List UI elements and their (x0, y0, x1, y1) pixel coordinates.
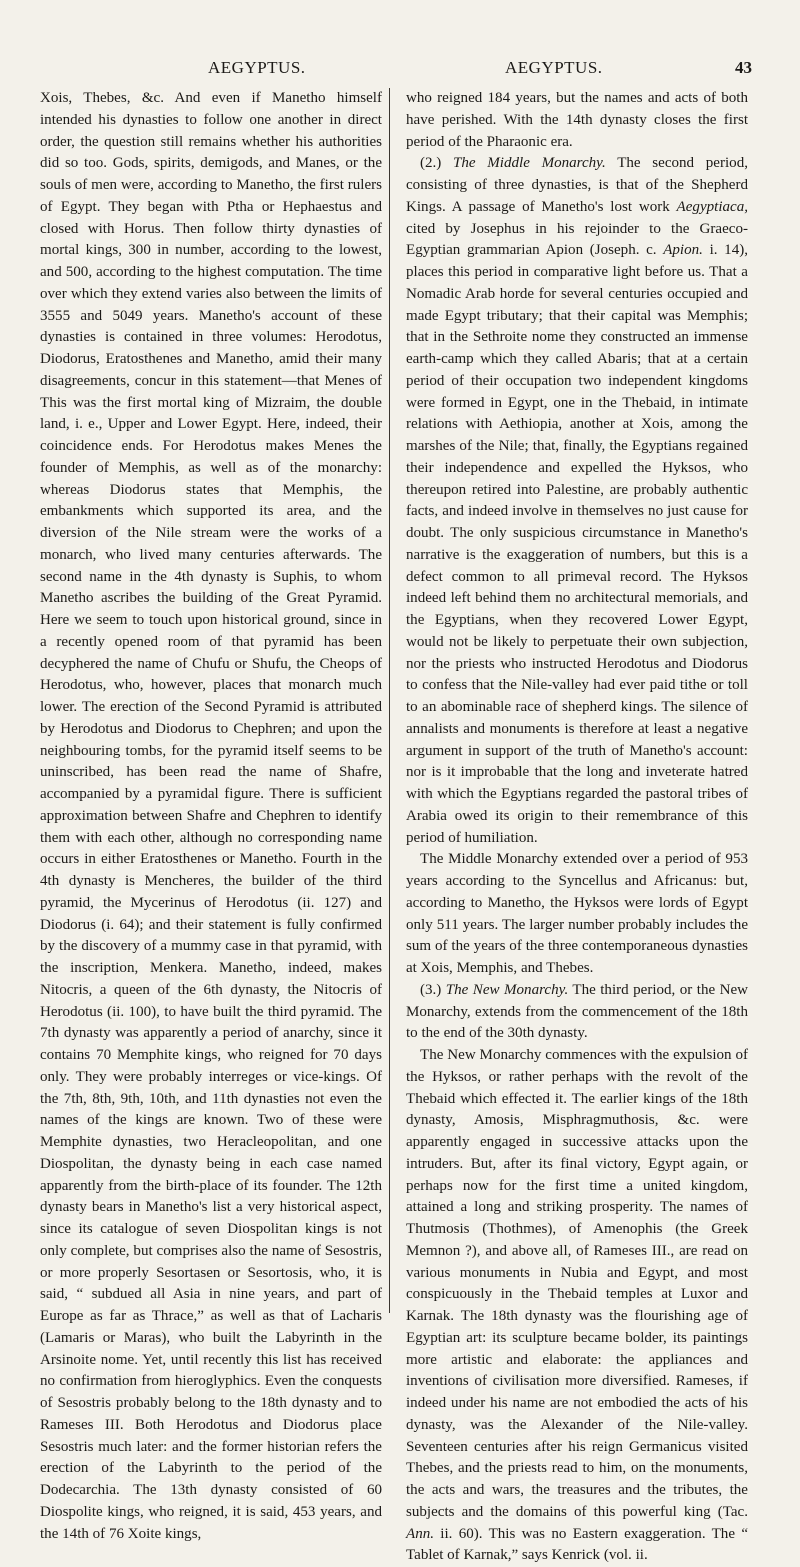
text-run: The New Monarchy commences with the expulsion of the Hyksos, or rather perhaps with the revolt of the Thebaid which effected it. The earlier kings of the 18th dynasty, Amosis, Misphragmuthosis, &c. were apparently engaged in successive attacks upon the intruders. But, after its final victory, Egypt again, or perhaps now for the first time a united kingdom, attained a long and striking prosperity. The names of Thutmosis (Thothmes), of Amenophis (the Greek Memnon ?), and above all, of Rameses III., are read on various monuments in Nubia and Egypt, and most conspicuously in the Thebaid temples at Luxor and Karnak. The 18th dynasty was the flourishing age of Egyptian art: its sculpture became bolder, its paintings more artistic and elaborate: the appliances and inventions of civilisation more diversified. Rameses, if indeed under his name are not embodied the acts of his dynasty, was the Alexander of the Nile-valley. Seventeen centuries after his reign Germanicus visited Thebes, and the priests read to him, on the monuments, the acts and wars, the treasures and the tributes, the subjects and the domains of this powerful king (Tac. (406, 1047, 748, 1520)
paragraph: The Middle Monarchy extended over a period of 953 years according to the Syncellus and Africanus: but, according to Manetho, the Hyksos were lords of Egypt only 511 years. The larger number probably includes the sum of the years of the three contemporaneous dynasties at Xois, Memphis, and Thebes. (406, 851, 748, 976)
paragraph (406, 1045, 748, 1567)
section-number: (3.) (420, 981, 446, 998)
right-column (406, 88, 748, 1567)
work-title: Aegyptiaca, (676, 198, 748, 215)
paragraph: who reigned 184 years, but the names and acts of both have perished. With the 14th dynasty closes the first period of the Pharaonic era. (406, 90, 748, 150)
text-run: i. 14), places this period in comparative light before us. That a Nomadic Arab horde for several centuries occupied and made Egypt tributary; that their capital was Memphis; that in the Sethroite nome they constructed an immense earth-camp which they called Abaris; that at a certain period of their occupation two independent kingdoms were formed in Egypt, one in the Thebaid, in intimate relations with Aethiopia, another at Xois, among the marshes of the Nile; that, finally, the Egyptians regained their independence and expelled the Hyksos, who thereupon retired into Palestine, are probably authentic facts, and indeed involve in themselves no just cause for doubt. The only suspicious circumstance in Manetho's narrative is the exaggeration of numbers, but this is a defect common to all primeval record. The Hyksos indeed left behind them no architectural memorials, and the Egyptians, when they recovered Lower Egypt, would not be likely to perpetuate their own subjection, nor the priests who instructed Herodotus and Diodorus to confess that the Nile-valley had ever paid tithe or toll to an abominable race of shepherd kings. The silence of annalists and monuments is therefore at least a negative argument in support of the truth of Manetho's account: nor is it improbable that the long and inveterate hatred with which the Egyptians regarded the pastoral tribes of Arabia owed its origin to their remembrance of this period of humiliation. (406, 242, 748, 846)
work-title: Ann. (406, 1525, 434, 1542)
left-column (40, 88, 382, 1545)
text-run: The second period, consisting of three dynasties, is that of the Shepherd Kings. A passage of Manetho's lost work (406, 155, 748, 215)
page-number: 43 (735, 58, 752, 77)
paragraph-middle-monarchy (406, 153, 748, 849)
section-number: (2.) (420, 155, 453, 172)
paragraph: Xois, Thebes, &c. And even if Manetho himself intended his dynasties to follow one another in direct order, the question still remains whether his authorities did so too. Gods, spirits, demigods, and Manes, or the souls of men were, according to Manetho, the first rulers of Egypt. They began with Ptha or Hephaestus and closed with Horus. Then follow thirty dynasties of mortal kings, 300 in number, according to the lowest, and 500, according to the highest computation. The time over which they extend varies also between the limits of 3555 and 5049 years. Manetho's account of these dynasties is contained in three volumes: Herodotus, Diodorus, Eratosthenes and Manetho, amid their many disagreements, concur in this statement—that Menes of This was the first mortal king of Mizraim, the double land, i. e., Upper and Lower Egypt. Here, indeed, their coincidence ends. For Herodotus makes Menes the founder of Memphis, as well as of the monarchy: whereas Diodorus states that Memphis, the embankments which supported its area, and the diversion of the Nile stream were the works of a monarch, who lived many centuries afterwards. The second name in the 4th dynasty is Suphis, to whom Manetho ascribes the building of the Great Pyramid. Here we seem to touch upon historical ground, since in a recently opened room of that pyramid has been decyphered the name of Chufu or Shufu, the Cheops of Herodotus, who, however, places that monarch much lower. The erection of the Second Pyramid is attributed by Herodotus and Diodorus to Chephren; and upon the neighbouring tombs, for the pyramid itself seems to be uninscribed, has been read the name of Shafre, accompanied by a pyramidal figure. There is sufficient approximation between Shafre and Chephren to identify them with each other, although no corresponding name occurs in either Eratosthenes or Manetho. Fourth in the 4th dynasty is Mencheres, the builder of the third pyramid, the Mycerinus of Herodotus (ii. 127) and Diodorus (i. 64); and their statement is fully confirmed by the discovery of a mummy case in that pyramid, with the inscription, Menkera. Manetho, indeed, makes Nitocris, a queen of the 6th dynasty, the Nitocris of Herodotus (ii. 100), to have built the third pyramid. The 7th dynasty was apparently a period of anarchy, since it contains 70 Memphite kings, who reigned for 70 days only. They were probably interreges or vice-kings. Of the 7th, 8th, 9th, 10th, and 11th dynasties not even the names of the kings are known. Two of these were Memphite dynasties, two Heracleopolitan, and one Diospolitan, the dynasty being in each case named apparently from the birth-place of its founder. The 12th dynasty bears in Manetho's list a very historical aspect, since its catalogue of seven Diospolitan kings is not only complete, but comprises also the name of Sesostris, or more properly Sesortasen or Sesortosis, who, it is said, “ subdued all Asia in nine years, and part of Europe as far as Thrace,” as well as that of Lacharis (Lamaris or Maras), who built the Labyrinth in the Arsinoite nome. Yet, until recently this list has received no confirmation from hieroglyphics. Even the conquests of Sesostris probably belong to the 18th dynasty and to Rameses III. Both Herodotus and Diodorus place Sesostris much later: and the former historian refers the erection of the Labyrinth to the period of the Dodecarchia. The 13th dynasty consisted of 60 Diospolite kings, who reigned, it is said, 453 years, and the 14th of 76 Xoite kings, (40, 90, 382, 1542)
paragraph-new-monarchy (406, 980, 748, 1045)
section-title: The Middle Monarchy. (453, 155, 606, 172)
header-left-title: AEGYPTUS. (208, 58, 306, 77)
text-run: The third period, or the New Monarchy, extends from the commencement of the 18th to the end of the 30th dynasty. (406, 981, 749, 1042)
section-title: The New Monarchy. (445, 981, 569, 998)
column-divider (389, 88, 390, 1313)
header-right-title: AEGYPTUS. (505, 58, 603, 77)
text-run: ii. 60). This was no Eastern exaggeration. The “ Tablet of Karnak,” says Kenrick (vol. ii. (406, 1525, 748, 1564)
text-run: cited by Josephus in his rejoinder to the Graeco-Egyptian grammarian Apion (Joseph. c. (406, 220, 748, 259)
running-header (0, 58, 800, 82)
work-title: Apion. (663, 242, 703, 259)
